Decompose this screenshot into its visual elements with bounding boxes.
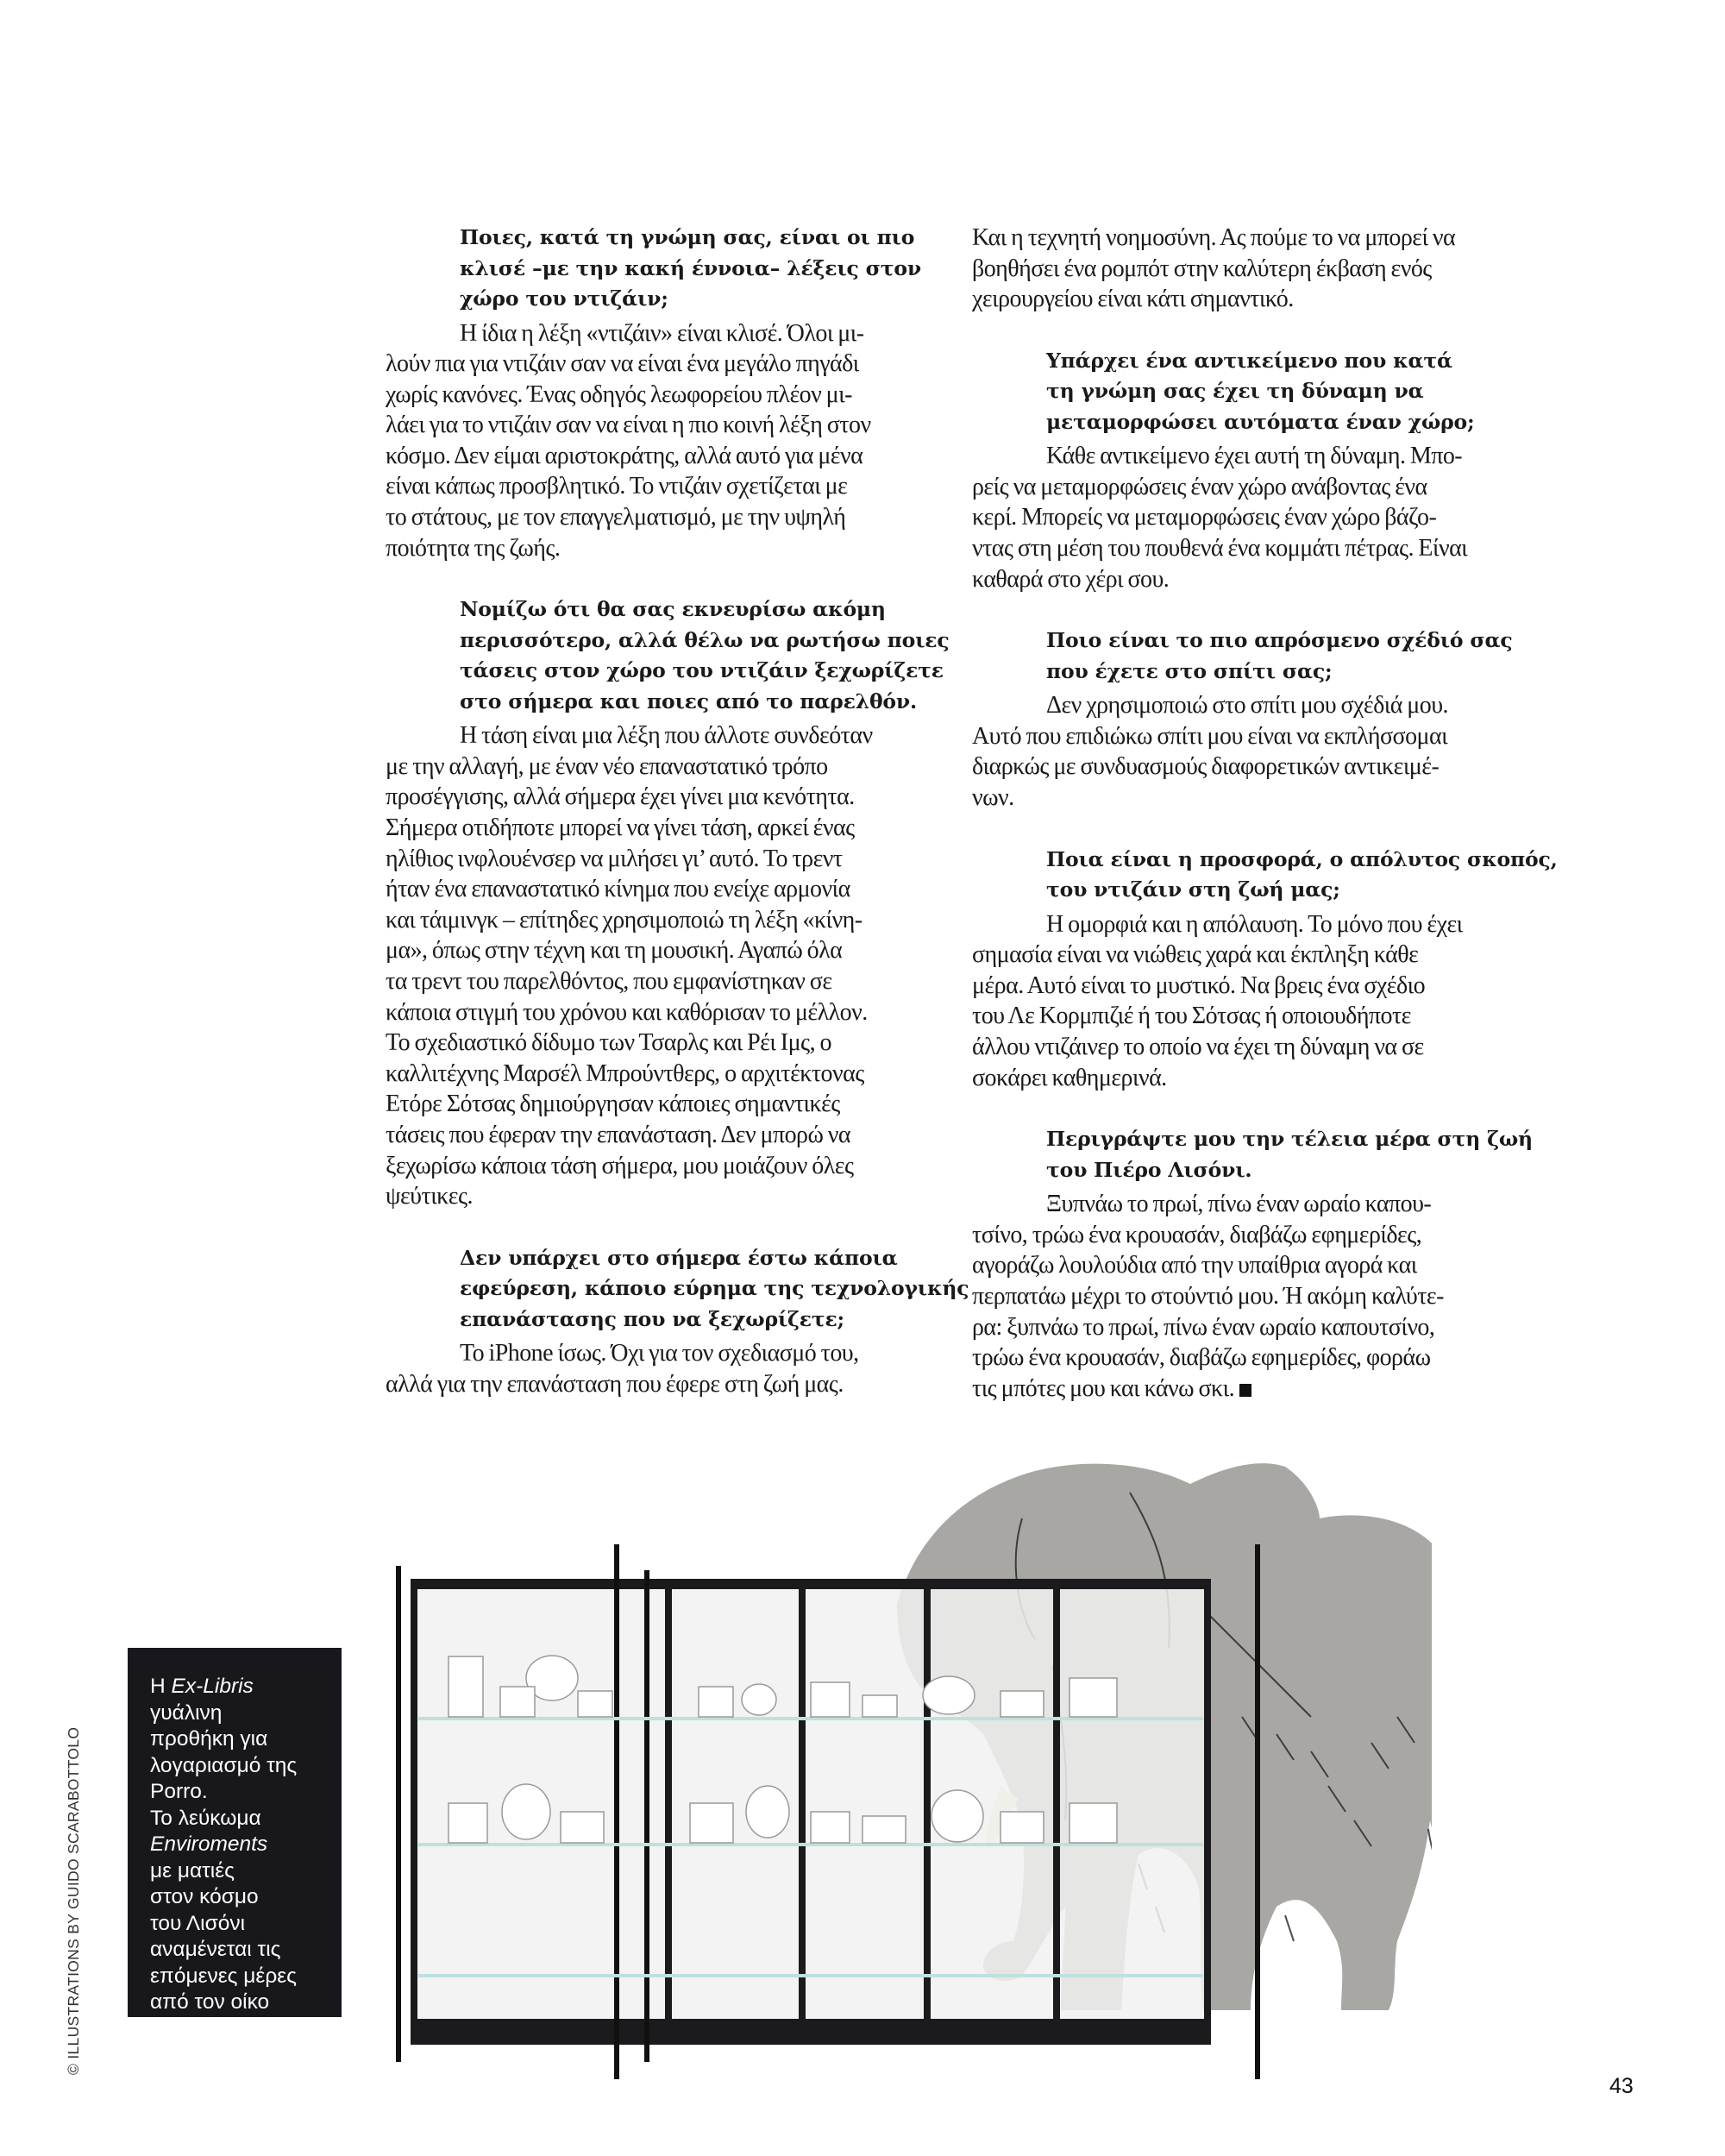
end-mark-icon [1239, 1384, 1251, 1397]
text-line: ηλίθιος ινφλουένσερ να μιλήσει γι’ αυτό. Το τρεντ [386, 845, 843, 872]
interview-answer [386, 1338, 939, 1399]
text-line: περισσότερο, αλλά θέλω να ρωτήσω ποιες [460, 627, 950, 652]
text-line: χειρουργείου είναι κάτι σημαντικό. [972, 286, 1294, 313]
interview-answer [972, 1189, 1533, 1404]
interview-answer [386, 720, 939, 1212]
text-line: Νομίζω ότι θα σας εκνευρίσω ακόμη [460, 597, 886, 622]
text-line: μα», όπως στην τέχνη και τη μουσική. Αγαπώ όλα [386, 937, 843, 965]
caption-text: από τον οίκο [150, 1990, 270, 2014]
text-line: ρα: ξυπνάω το πρωί, πίνω έναν ωραίο καπουτσίνο, [972, 1313, 1435, 1341]
caption-text: με ματιές [150, 1858, 235, 1883]
text-line: καλλιτέχνης Μαρσέλ Μπρούντθερς, ο αρχιτέκτονας [386, 1059, 864, 1087]
text-line: τις μπότες μου και κάνω σκι. [972, 1374, 1235, 1402]
text-line: του Λε Κορμπιζιέ ή του Σότσας ή οποιουδήποτε [972, 1003, 1411, 1030]
text-line: βοηθήσει ένα ρομπότ στην καλύτερη έκβαση ενός [972, 255, 1432, 282]
caption-line [150, 1964, 342, 1990]
caption-line [150, 1674, 342, 1700]
text-line: Η τάση είναι μια λέξη που άλλοτε συνδεόταν [460, 722, 873, 750]
text-line: κλισέ –με την κακή έννοια– λέξεις στον [460, 255, 921, 280]
article-column-right [972, 223, 1558, 1404]
caption-text: λογαριασμό της [150, 1753, 298, 1777]
caption-line [150, 1858, 342, 1885]
text-line: καθαρά στο χέρι σου. [972, 565, 1170, 593]
text-line: Ποιο είναι το πιο απρόσμενο σχέδιό σας [1046, 628, 1513, 653]
text-line: με την αλλαγή, με έναν νέο επαναστατικό τρόπο [386, 752, 828, 780]
text-line: Σήμερα οτιδήποτε μπορεί να γίνει τάση, αρκεί ένας [386, 814, 855, 842]
text-line: ψεύτικες. [386, 1183, 473, 1210]
caption-line [150, 1806, 342, 1832]
text-line: Δεν χρησιμοποιώ στο σπίτι μου σχέδιά μου. [1046, 692, 1448, 720]
spacer [386, 1212, 939, 1243]
spacer [972, 814, 1533, 845]
illustration-cabinet-elephant [380, 1458, 1432, 2079]
caption-line [150, 1779, 342, 1806]
text-line: τσίνο, τρώω ένα κρουασάν, διαβάζω εφημερίδες, [972, 1221, 1422, 1248]
caption-text: επόμενες μέρες [150, 1964, 297, 1988]
text-line: αγοράζω λουλούδια από την υπαίθρια αγορά και [972, 1252, 1417, 1279]
interview-question [386, 594, 950, 717]
text-line: τα τρεντ του παρελθόντος, που εμφανίστηκαν σε [386, 968, 832, 995]
text-line: Η ίδια η λέξη «ντιζάιν» είναι κλισέ. Όλοι μι- [460, 319, 864, 347]
spacer [972, 594, 1533, 625]
text-line: περπατάω μέχρι το στούντιό μου. Ή ακόμη καλύτε- [972, 1282, 1444, 1310]
text-line: ξεχωρίσω κάποια τάση σήμερα, μου μοιάζουν όλες [386, 1152, 854, 1179]
text-line: μεταμορφώσει αυτόματα έναν χώρο; [1046, 409, 1475, 434]
text-line: αλλά για την επανάσταση που έφερε στη ζωή μας. [386, 1370, 844, 1398]
caption-text: Η [150, 1675, 172, 1698]
interview-answer [972, 441, 1533, 594]
text-line: του ντιζάιν στη ζωή μας; [1046, 877, 1340, 902]
text-line: Υπάρχει ένα αντικείμενο που κατά [1046, 348, 1452, 373]
text-line: Το σχεδιαστικό δίδυμο των Τσαρλς και Ρέι Ιμς, ο [386, 1029, 831, 1057]
caption-line [150, 1753, 342, 1780]
text-line: ντας στη μέση του πουθενά ένα κομμάτι πέτρας. Είναι [972, 535, 1468, 563]
text-line: στο σήμερα και ποιες από το παρελθόν. [460, 688, 917, 713]
spacer [972, 315, 1533, 346]
text-line: του Πιέρο Λισόνι. [1046, 1157, 1252, 1182]
text-line: χωρίς κανόνες. Ένας οδηγός λεωφορείου πλέον μι- [386, 380, 852, 408]
text-line: και τάιμινγκ – επίτηδες χρησιμοποιώ τη λέξη «κίνη- [386, 906, 862, 933]
image-caption [128, 1648, 342, 2040]
spacer [386, 563, 939, 594]
text-line: Το iPhone ίσως. Όχι για τον σχεδιασμό του, [460, 1340, 859, 1367]
interview-question [972, 845, 1558, 906]
text-line: ποιότητα της ζωής. [386, 534, 561, 562]
caption-title: Enviroments [150, 1832, 268, 1856]
text-line: κάποια στιγμή του χρόνου και καθόρισαν το μέλλον. [386, 998, 868, 1026]
text-line: τάσεις στον χώρο του ντιζάιν ξεχωρίζετε [460, 658, 944, 683]
interview-question [972, 346, 1533, 438]
text-line: που έχετε στο σπίτι σας; [1046, 658, 1333, 683]
interview-answer [972, 223, 1533, 315]
caption-title: Ex-Libris [171, 1675, 254, 1698]
text-line: σημασία είναι να νιώθεις χαρά και έκπληξη κάθε [972, 941, 1419, 969]
caption-line [150, 1937, 342, 1964]
text-line: μέρα. Αυτό είναι το μυστικό. Να βρεις ένα σχέδιο [972, 971, 1426, 999]
text-line: κόσμο. Δεν είμαι αριστοκράτης, αλλά αυτό για μένα [386, 442, 863, 469]
text-line: τάσεις που έφεραν την επανάσταση. Δεν μπορώ να [386, 1121, 851, 1148]
interview-question [972, 625, 1533, 687]
text-line: λούν πια για ντιζάιν σαν να είναι ένα μεγάλο πηγάδι [386, 350, 859, 378]
text-line: ρείς να μεταμορφώσεις έναν χώρο ανάβοντας ένα [972, 473, 1427, 500]
text-line: Δεν υπάρχει στο σήμερα έστω κάποια [460, 1245, 898, 1270]
text-line: Ετόρε Σότσας δημιούργησαν κάποιες σημαντικές [386, 1091, 840, 1118]
text-line: εφεύρεση, κάποιο εύρημα της τεχνολογικής [460, 1276, 969, 1301]
text-line: ήταν ένα επαναστατικό κίνημα που ενείχε αρμονία [386, 876, 850, 903]
text-line: σοκάρει καθημερινά. [972, 1064, 1167, 1091]
caption-text: Το λεύκωμα [150, 1806, 261, 1830]
caption-line [150, 2016, 342, 2043]
text-line: προσέγγισης, αλλά σήμερα έχει γίνει μια κενότητα. [386, 783, 855, 811]
text-line: Ποια είναι η προσφορά, ο απόλυτος σκοπός, [1046, 846, 1558, 871]
caption-text: αναμένεται τις [150, 1938, 281, 1961]
caption-text: Porro. [150, 1780, 208, 1803]
caption-line [150, 1989, 342, 2016]
caption-line [150, 1700, 342, 1727]
interview-answer [972, 909, 1533, 1094]
text-line: το στάτους, με τον επαγγελματισμό, με την υψηλή [386, 504, 846, 531]
text-line: Ποιες, κατά τη γνώμη σας, είναι οι πιο [460, 225, 915, 249]
caption-text: Rizzoli. [150, 2016, 218, 2040]
article-column-left [386, 223, 969, 1399]
text-line: είναι κάπως προσβλητικό. Το ντιζάιν σχετίζεται με [386, 473, 848, 500]
caption-line [150, 1884, 342, 1911]
text-line: χώρο του ντιζάιν; [460, 286, 668, 311]
interview-question [386, 223, 939, 315]
text-line: Κάθε αντικείμενο έχει αυτή τη δύναμη. Μπο- [1046, 443, 1463, 470]
text-line: Περιγράψτε μου την τέλεια μέρα στη ζωή [1046, 1127, 1533, 1152]
caption-text: προθήκη για [150, 1727, 268, 1751]
interview-answer [386, 318, 939, 564]
text-line: επανάστασης που να ξεχωρίζετε; [460, 1306, 845, 1331]
caption-line [150, 1911, 342, 1938]
text-line: άλλου ντιζάινερ το οποίο να έχει τη δύναμη να σε [972, 1034, 1424, 1060]
caption-line [150, 1832, 342, 1858]
text-line: τη γνώμη σας έχει τη δύναμη να [1046, 379, 1424, 404]
text-line: λάει για το ντιζάιν σαν να είναι η πιο κοινή λέξη στον [386, 412, 871, 439]
text-line: τρώω ένα κρουασάν, διαβάζω εφημερίδες, φοράω [972, 1344, 1431, 1372]
text-line: διαρκώς με συνδυασμούς διαφορετικών αντικειμέ- [972, 753, 1440, 781]
interview-question [386, 1243, 969, 1336]
cabinet-icon [380, 1544, 1258, 2079]
page-number: 43 [1609, 2074, 1634, 2098]
text-line: Ξυπνάω το πρωί, πίνω έναν ωραίο καπου- [1046, 1191, 1432, 1218]
spacer [972, 1093, 1533, 1124]
caption-text: του Λισόνι [150, 1911, 246, 1935]
illustration-credit: © ILLUSTRATIONS BY GUIDO SCARABOTTOLO [65, 1726, 82, 2075]
interview-answer [972, 690, 1533, 813]
caption-line [150, 1726, 342, 1753]
text-line: Η ομορφιά και η απόλαυση. Το μόνο που έχει [1046, 910, 1463, 938]
text-line: Αυτό που επιδιώκω σπίτι μου είναι να εκπλήσσομαι [972, 722, 1448, 750]
caption-text: γυάλινη [150, 1700, 223, 1725]
caption-text: στον κόσμο [150, 1885, 259, 1908]
interview-question [972, 1124, 1533, 1185]
text-line: Και η τεχνητή νοημοσύνη. Ας πούμε το να μπορεί να [972, 224, 1456, 251]
text-line: νων. [972, 784, 1014, 812]
text-line: κερί. Μπορείς να μεταμορφώσεις έναν χώρο βάζο- [972, 504, 1437, 531]
